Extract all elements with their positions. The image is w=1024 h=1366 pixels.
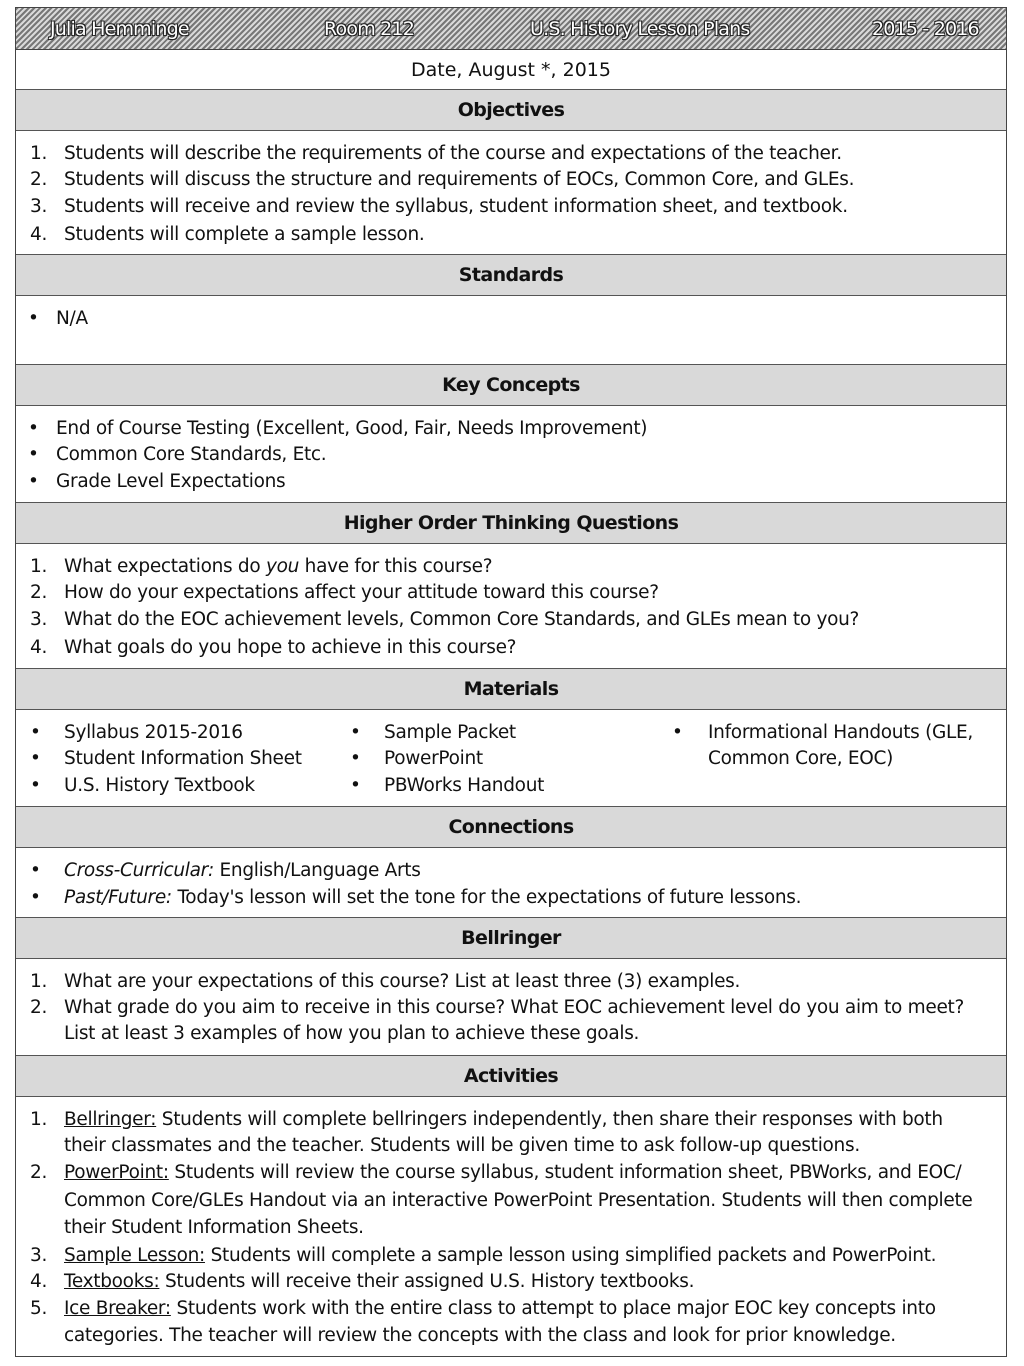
teacher-name: Julia Hemminge bbox=[50, 18, 189, 40]
lesson-plan-sheet bbox=[15, 7, 1007, 1357]
list-item: Informational Handouts (GLE, bbox=[708, 722, 974, 743]
list-item: Syllabus 2015-2016 bbox=[64, 722, 243, 743]
date-row bbox=[16, 50, 1006, 90]
bellringer-list: 1. What are your expectations of this course? List at least three (3) examples. 2. What grade do you aim to receive in this course? What EOC achievement level do you aim to meet? List at least 3 examples of how you plan to achieve these goals. bbox=[16, 959, 1006, 1056]
hot-questions-heading: Higher Order Thinking Questions bbox=[16, 503, 1006, 544]
bullet-icon: • bbox=[28, 308, 39, 329]
bullet-icon: • bbox=[350, 748, 361, 769]
header-banner bbox=[16, 8, 1006, 50]
bullet-icon: • bbox=[30, 775, 41, 796]
bullet-icon: • bbox=[672, 722, 683, 743]
bullet-icon: • bbox=[350, 722, 361, 743]
list-item: Student Information Sheet bbox=[64, 748, 302, 769]
bullet-icon: • bbox=[28, 471, 39, 492]
bullet-icon: • bbox=[30, 722, 41, 743]
standards-heading: Standards bbox=[16, 255, 1006, 296]
bullet-icon: • bbox=[30, 860, 41, 881]
school-year: 2015 - 2016 bbox=[872, 18, 979, 40]
bullet-icon: • bbox=[28, 418, 39, 439]
list-item: PBWorks Handout bbox=[384, 775, 545, 796]
hot-questions-list: 1. What expectations do you have for this course? 2. How do your expectations affect your attitude toward this course? 3. What do the EOC achievement levels, Common Core Standards, and GLEs mean to you? 4. What goals do you hope to achieve in this course? bbox=[16, 544, 1006, 669]
list-item: Sample Packet bbox=[384, 722, 516, 743]
bellringer-heading: Bellringer bbox=[16, 918, 1006, 959]
connections-heading: Connections bbox=[16, 807, 1006, 848]
materials-heading: Materials bbox=[16, 669, 1006, 710]
lesson-date: Date, August *, 2015 bbox=[411, 59, 611, 81]
activities-list: 1. Bellringer: Students will complete bellringers independently, then share their responses with both their classmates and the teacher. Students will be given time to ask follow-up questions. 2. PowerPoint: Students will review the course syllabus, student information sheet, PBWorks, and EOC/ Common Core/GLEs Handout via an interactive PowerPoint Presentation. Students will then complete their Student Information Sheets. 3. Sample Lesson: Students will complete a sample lesson using simplified packets and PowerPoint. 4. Textbooks: Students will receive their assigned U.S. History textbooks. 5. Ice Breaker: Students work with the entire class to attempt to place major EOC key concepts into categories. The teacher will review the concepts with the class and look for prior knowledge. bbox=[30, 1109, 973, 1346]
bullet-icon: • bbox=[350, 775, 361, 796]
standards-list: • N/A bbox=[16, 296, 1006, 365]
key-concepts-list: • End of Course Testing (Excellent, Good, Fair, Needs Improvement) • Common Core Standards, Etc. • Grade Level Expectations bbox=[16, 406, 1006, 503]
materials-list bbox=[16, 710, 1006, 807]
objectives-list: 1. Students will describe the requirements of the course and expectations of the teacher. 2. Students will discuss the structure and requirements of EOCs, Common Core, and GLEs. 3. Students will receive and review the syllabus, student information sheet, and textbook. 4. Students will complete a sample lesson. bbox=[16, 131, 1006, 255]
objectives-heading: Objectives bbox=[16, 90, 1006, 131]
list-item: PowerPoint bbox=[384, 748, 483, 769]
bullet-icon: • bbox=[30, 887, 41, 908]
bullet-icon: • bbox=[30, 748, 41, 769]
connections-list: • Cross-Curricular: English/Language Arts • Past/Future: Today's lesson will set the tone for the expectations of future lessons. bbox=[16, 848, 1006, 918]
activities-heading: Activities bbox=[16, 1056, 1006, 1097]
room-number: Room 212 bbox=[324, 18, 415, 40]
bullet-icon: • bbox=[28, 444, 39, 465]
key-concepts-heading: Key Concepts bbox=[16, 365, 1006, 406]
list-item: U.S. History Textbook bbox=[64, 775, 255, 796]
list-item-continuation: Common Core, EOC) bbox=[708, 748, 894, 769]
document-title: U.S. History Lesson Plans bbox=[530, 18, 750, 40]
